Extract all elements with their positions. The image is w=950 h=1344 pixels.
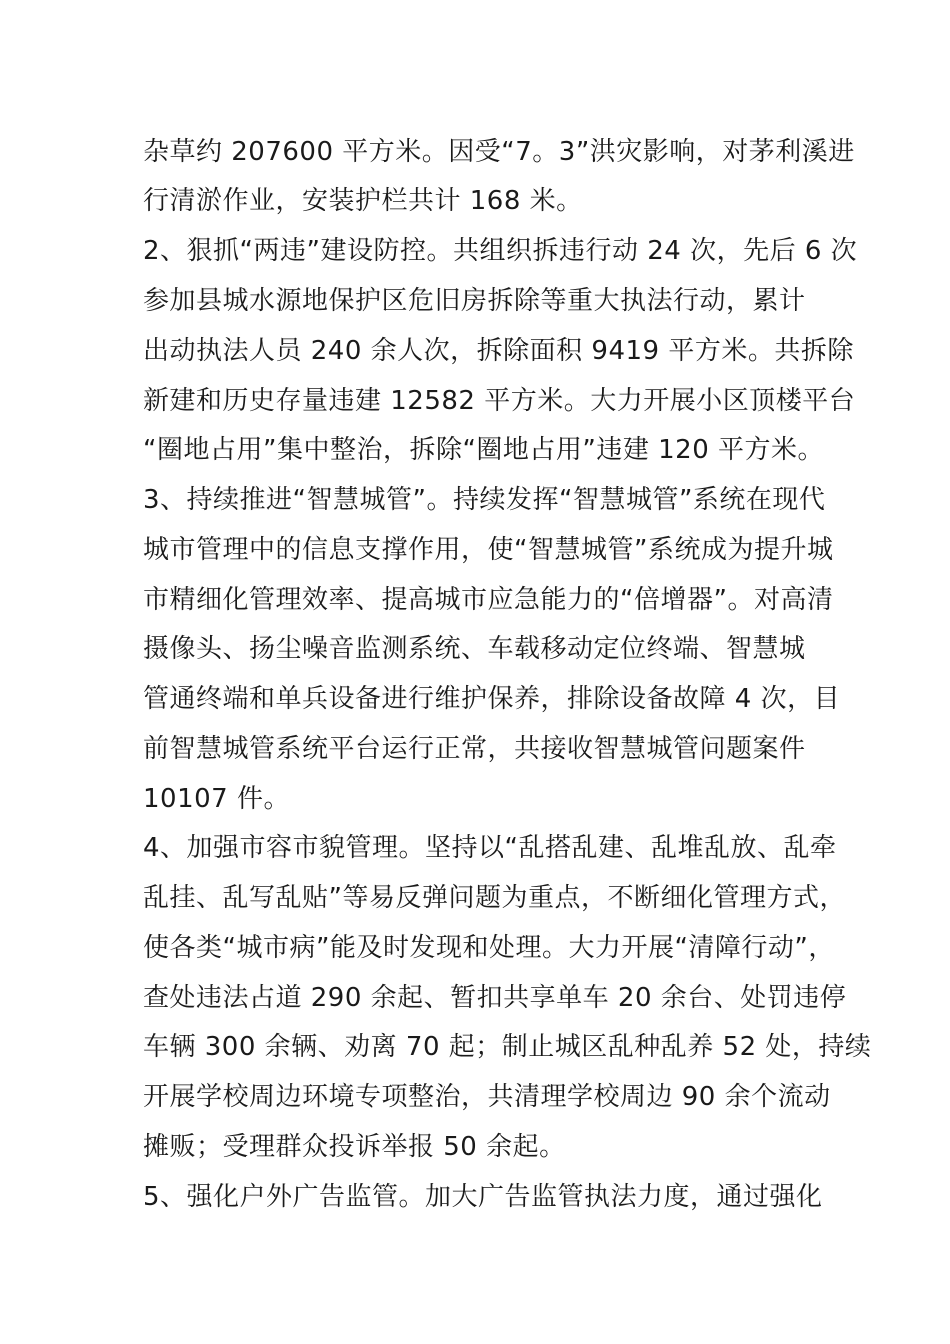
- text-line: 前智慧城管系统平台运行正常，共接收智慧城管问题案件: [143, 734, 806, 764]
- text-line: 市精细化管理效率、提高城市应急能力的“倍增器”。对高清: [143, 585, 834, 615]
- text-line: 3、持续推进“智慧城管”。持续发挥“智慧城管”系统在现代: [143, 485, 826, 515]
- text-line: 摄像头、扬尘噪音监测系统、车载移动定位终端、智慧城: [143, 634, 806, 664]
- text-line: 车辆 300 余辆、劝离 70 起；制止城区乱种乱养 52 处，持续: [143, 1032, 872, 1062]
- text-line: 参加县城水源地保护区危旧房拆除等重大执法行动，累计: [143, 286, 806, 316]
- text-line: 管通终端和单兵设备进行维护保养，排除设备故障 4 次，目: [143, 684, 841, 714]
- text-line: 出动执法人员 240 余人次，拆除面积 9419 平方米。共拆除: [143, 336, 854, 366]
- text-line: 2、狠抓“两违”建设防控。共组织拆违行动 24 次，先后 6 次: [143, 236, 858, 266]
- text-line: 开展学校周边环境专项整治，共清理学校周边 90 余个流动: [143, 1082, 831, 1112]
- text-line: 杂草约 207600 平方米。因受“7。3”洪灾影响，对茅利溪进: [143, 137, 855, 167]
- text-line: 查处违法占道 290 余起、暂扣共享单车 20 余台、处罚违停: [143, 983, 847, 1013]
- text-line: “圈地占用”集中整治，拆除“圈地占用”违建 120 平方米。: [143, 435, 825, 465]
- text-line: 新建和历史存量违建 12582 平方米。大力开展小区顶楼平台: [143, 386, 856, 416]
- text-line: 行清淤作业，安装护栏共计 168 米。: [143, 186, 583, 216]
- text-line: 5、强化户外广告监管。加大广告监管执法力度，通过强化: [143, 1182, 823, 1212]
- text-line: 使各类“城市病”能及时发现和处理。大力开展“清障行动”，: [143, 933, 835, 963]
- text-line: 城市管理中的信息支撑作用，使“智慧城管”系统成为提升城: [143, 535, 834, 565]
- text-line: 摊贩；受理群众投诉举报 50 余起。: [143, 1132, 566, 1162]
- text-line: 10107 件。: [143, 784, 290, 814]
- text-line: 乱挂、乱写乱贴”等易反弹问题为重点，不断细化管理方式，: [143, 883, 846, 913]
- text-line: 4、加强市容市貌管理。坚持以“乱搭乱建、乱堆乱放、乱牵: [143, 833, 837, 863]
